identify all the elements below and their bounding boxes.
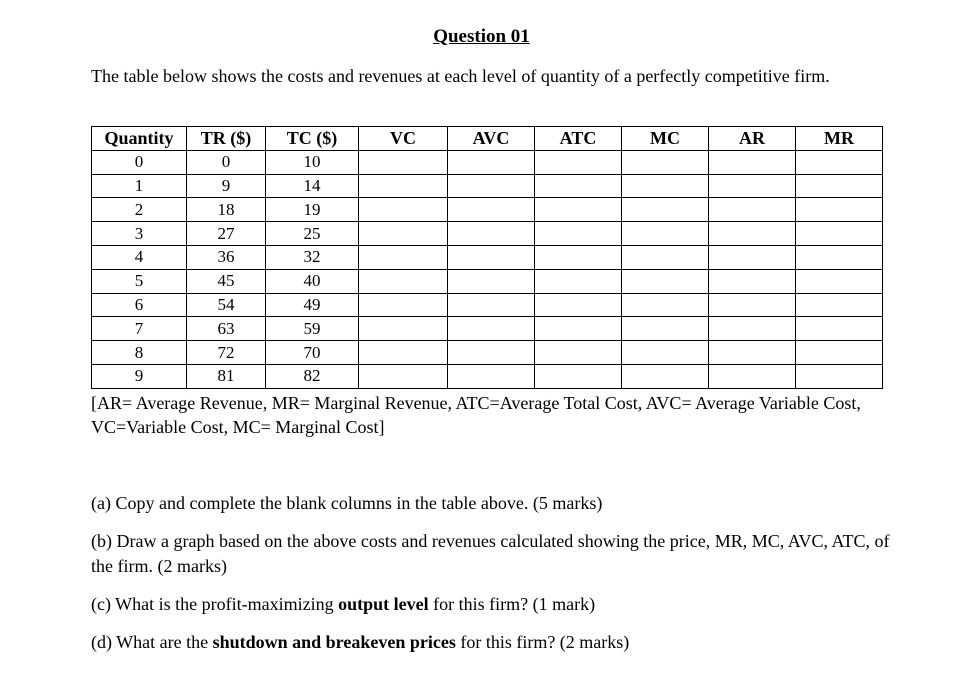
blank-cell-atc <box>535 317 622 341</box>
blank-cell-avc <box>448 198 535 222</box>
blank-cell-avc <box>448 150 535 174</box>
blank-cell-ar <box>709 364 796 388</box>
table-row <box>92 317 883 341</box>
blank-cell-avc <box>448 293 535 317</box>
cell-tr: 9 <box>187 174 266 198</box>
header-atc: ATC <box>535 127 622 151</box>
cell-tc: 19 <box>266 198 359 222</box>
cell-tc: 40 <box>266 269 359 293</box>
blank-cell-ar <box>709 150 796 174</box>
cell-quantity: 5 <box>92 269 187 293</box>
question-c-emphasis: output level <box>338 594 429 614</box>
cell-tc: 49 <box>266 293 359 317</box>
blank-cell-mr <box>796 222 883 246</box>
blank-cell-mc <box>622 198 709 222</box>
blank-cell-vc <box>359 222 448 246</box>
blank-cell-mc <box>622 150 709 174</box>
blank-cell-vc <box>359 269 448 293</box>
blank-cell-atc <box>535 198 622 222</box>
cell-tr: 63 <box>187 317 266 341</box>
blank-cell-avc <box>448 245 535 269</box>
blank-cell-atc <box>535 174 622 198</box>
table-header-row <box>92 127 883 151</box>
cell-tr: 45 <box>187 269 266 293</box>
blank-cell-avc <box>448 341 535 365</box>
blank-cell-vc <box>359 341 448 365</box>
header-tc: TC ($) <box>266 127 359 151</box>
blank-cell-avc <box>448 174 535 198</box>
blank-cell-avc <box>448 364 535 388</box>
table-body <box>92 150 883 388</box>
cell-quantity: 2 <box>92 198 187 222</box>
blank-cell-ar <box>709 293 796 317</box>
blank-cell-mr <box>796 269 883 293</box>
header-ar: AR <box>709 127 796 151</box>
cell-quantity: 7 <box>92 317 187 341</box>
cell-tc: 70 <box>266 341 359 365</box>
blank-cell-ar <box>709 198 796 222</box>
blank-cell-mr <box>796 364 883 388</box>
header-mr: MR <box>796 127 883 151</box>
intro-text: The table below shows the costs and revenues at each level of quantity of a perfectly competitive firm. <box>91 66 830 86</box>
blank-cell-mc <box>622 245 709 269</box>
table-row <box>92 150 883 174</box>
blank-cell-vc <box>359 364 448 388</box>
blank-cell-avc <box>448 317 535 341</box>
table-row <box>92 245 883 269</box>
question-d <box>91 630 891 655</box>
question-c-text: (c) What is the profit-maximizing <box>91 594 339 614</box>
table-row <box>92 341 883 365</box>
blank-cell-vc <box>359 150 448 174</box>
cell-tr: 18 <box>187 198 266 222</box>
question-c-tail: for this firm? (1 mark) <box>428 594 596 614</box>
cell-quantity: 3 <box>92 222 187 246</box>
blank-cell-vc <box>359 198 448 222</box>
cell-tr: 81 <box>187 364 266 388</box>
blank-cell-atc <box>535 245 622 269</box>
blank-cell-ar <box>709 317 796 341</box>
cell-quantity: 0 <box>92 150 187 174</box>
blank-cell-vc <box>359 317 448 341</box>
table-row <box>92 364 883 388</box>
blank-cell-mr <box>796 198 883 222</box>
blank-cell-mc <box>622 174 709 198</box>
blank-cell-mc <box>622 364 709 388</box>
blank-cell-atc <box>535 364 622 388</box>
cell-tc: 82 <box>266 364 359 388</box>
cell-tc: 59 <box>266 317 359 341</box>
question-c <box>91 592 891 617</box>
blank-cell-ar <box>709 341 796 365</box>
blank-cell-mc <box>622 293 709 317</box>
question-d-emphasis: shutdown and breakeven prices <box>212 632 456 652</box>
table-row <box>92 222 883 246</box>
blank-cell-atc <box>535 341 622 365</box>
blank-cell-ar <box>709 245 796 269</box>
blank-cell-avc <box>448 269 535 293</box>
header-mc: MC <box>622 127 709 151</box>
cell-tc: 32 <box>266 245 359 269</box>
table-row <box>92 269 883 293</box>
blank-cell-atc <box>535 293 622 317</box>
abbreviation-legend: [AR= Average Revenue, MR= Marginal Revenue, ATC=Average Total Cost, AVC= Average Variable Cost, VC=Variable Cost, MC= Marginal Cost] <box>91 393 861 437</box>
header-vc: VC <box>359 127 448 151</box>
question-b: (b) Draw a graph based on the above costs and revenues calculated showing the price, MR, MC, AVC, ATC, of the firm. (2 marks) <box>91 531 890 576</box>
blank-cell-mr <box>796 293 883 317</box>
header-quantity: Quantity <box>92 127 187 151</box>
blank-cell-mc <box>622 222 709 246</box>
blank-cell-mr <box>796 150 883 174</box>
cell-quantity: 4 <box>92 245 187 269</box>
cost-revenue-table <box>91 126 883 389</box>
blank-cell-mc <box>622 269 709 293</box>
cell-tr: 54 <box>187 293 266 317</box>
blank-cell-atc <box>535 222 622 246</box>
cell-quantity: 8 <box>92 341 187 365</box>
header-avc: AVC <box>448 127 535 151</box>
blank-cell-mr <box>796 341 883 365</box>
blank-cell-mr <box>796 317 883 341</box>
blank-cell-atc <box>535 269 622 293</box>
cell-tc: 14 <box>266 174 359 198</box>
blank-cell-mc <box>622 341 709 365</box>
cell-quantity: 9 <box>92 364 187 388</box>
blank-cell-atc <box>535 150 622 174</box>
cell-tr: 72 <box>187 341 266 365</box>
cell-tr: 0 <box>187 150 266 174</box>
cell-tc: 25 <box>266 222 359 246</box>
blank-cell-mc <box>622 317 709 341</box>
blank-cell-vc <box>359 245 448 269</box>
blank-cell-ar <box>709 174 796 198</box>
cell-tr: 36 <box>187 245 266 269</box>
cell-quantity: 1 <box>92 174 187 198</box>
cell-quantity: 6 <box>92 293 187 317</box>
blank-cell-avc <box>448 222 535 246</box>
cell-tc: 10 <box>266 150 359 174</box>
question-d-text: (d) What are the <box>91 632 213 652</box>
blank-cell-mr <box>796 245 883 269</box>
blank-cell-ar <box>709 269 796 293</box>
blank-cell-vc <box>359 293 448 317</box>
table-row <box>92 198 883 222</box>
question-d-tail: for this firm? (2 marks) <box>455 632 630 652</box>
blank-cell-mr <box>796 174 883 198</box>
cell-tr: 27 <box>187 222 266 246</box>
question-title: Question 01 <box>433 26 530 47</box>
blank-cell-ar <box>709 222 796 246</box>
header-tr: TR ($) <box>187 127 266 151</box>
blank-cell-vc <box>359 174 448 198</box>
table-row <box>92 293 883 317</box>
table-row <box>92 174 883 198</box>
question-a: (a) Copy and complete the blank columns in the table above. (5 marks) <box>91 493 603 513</box>
